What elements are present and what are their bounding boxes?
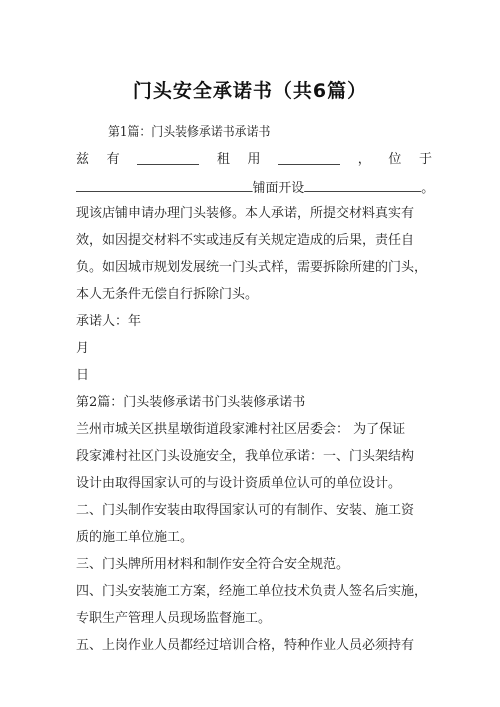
section-2-heading: 第2篇：门头装修承诺书门头装修承诺书 bbox=[76, 395, 306, 410]
form-word: 兹 bbox=[76, 152, 90, 167]
blank-underline bbox=[278, 151, 340, 165]
month-line: 月 bbox=[76, 341, 90, 356]
paragraph-line: 设计由取得国家认可的与设计资质单位认可的单位设计。 bbox=[76, 476, 402, 491]
paragraph-line: 本人无条件无偿自行拆除门头。 bbox=[76, 287, 259, 302]
blank-underline bbox=[76, 178, 253, 192]
paragraph-line: 专职生产管理人员现场监督施工。 bbox=[76, 611, 272, 626]
form-word: 有 bbox=[106, 152, 120, 167]
form-word: 于 bbox=[418, 152, 432, 167]
paragraph-line: 四、门头安装施工方案，经施工单位技术负责人签名后实施， bbox=[76, 584, 428, 599]
form-word: 位 bbox=[388, 152, 402, 167]
paragraph-line: 现该店铺申请办理门头装修。本人承诺，所提交材料真实有 bbox=[76, 206, 415, 221]
blank-underline bbox=[137, 151, 199, 165]
address-period: 。 bbox=[421, 181, 435, 196]
form-word: ， bbox=[357, 152, 371, 167]
paragraph-line: 效，如因提交材料不实或违反有关规定造成的后果，责任自 bbox=[76, 233, 415, 248]
paragraph-line: 兰州市城关区拱星墩街道段家滩村社区居委会： 为了保证 bbox=[76, 422, 406, 437]
day-line: 日 bbox=[76, 368, 90, 383]
form-line-lessee bbox=[76, 151, 432, 169]
address-text: 铺面开设 bbox=[252, 181, 305, 196]
section-1-heading: 第1篇：门头装修承诺书承诺书 bbox=[108, 125, 271, 140]
paragraph-line: 五、上岗作业人员都经过培训合格，特种作业人员必须持有 bbox=[76, 638, 415, 653]
document-title: 门头安全承诺书（共6篇） bbox=[132, 80, 368, 102]
signer-line: 承诺人：年 bbox=[76, 314, 142, 329]
paragraph-line: 质的施工单位施工。 bbox=[76, 530, 194, 545]
form-word: 租 bbox=[216, 152, 230, 167]
paragraph-line: 负。如因城市规划发展统一门头式样，需要拆除所建的门头， bbox=[76, 260, 428, 275]
form-word: 用 bbox=[247, 152, 261, 167]
paragraph-line: 二、门头制作安装由取得国家认可的有制作、安装、施工资 bbox=[76, 503, 415, 518]
paragraph-line: 段家滩村社区门头设施安全，我单位承诺：一、门头架结构 bbox=[76, 449, 415, 464]
blank-underline bbox=[304, 178, 421, 192]
form-line-address bbox=[76, 178, 435, 198]
paragraph-line: 三、门头牌所用材料和制作安全符合安全规范。 bbox=[76, 557, 350, 572]
